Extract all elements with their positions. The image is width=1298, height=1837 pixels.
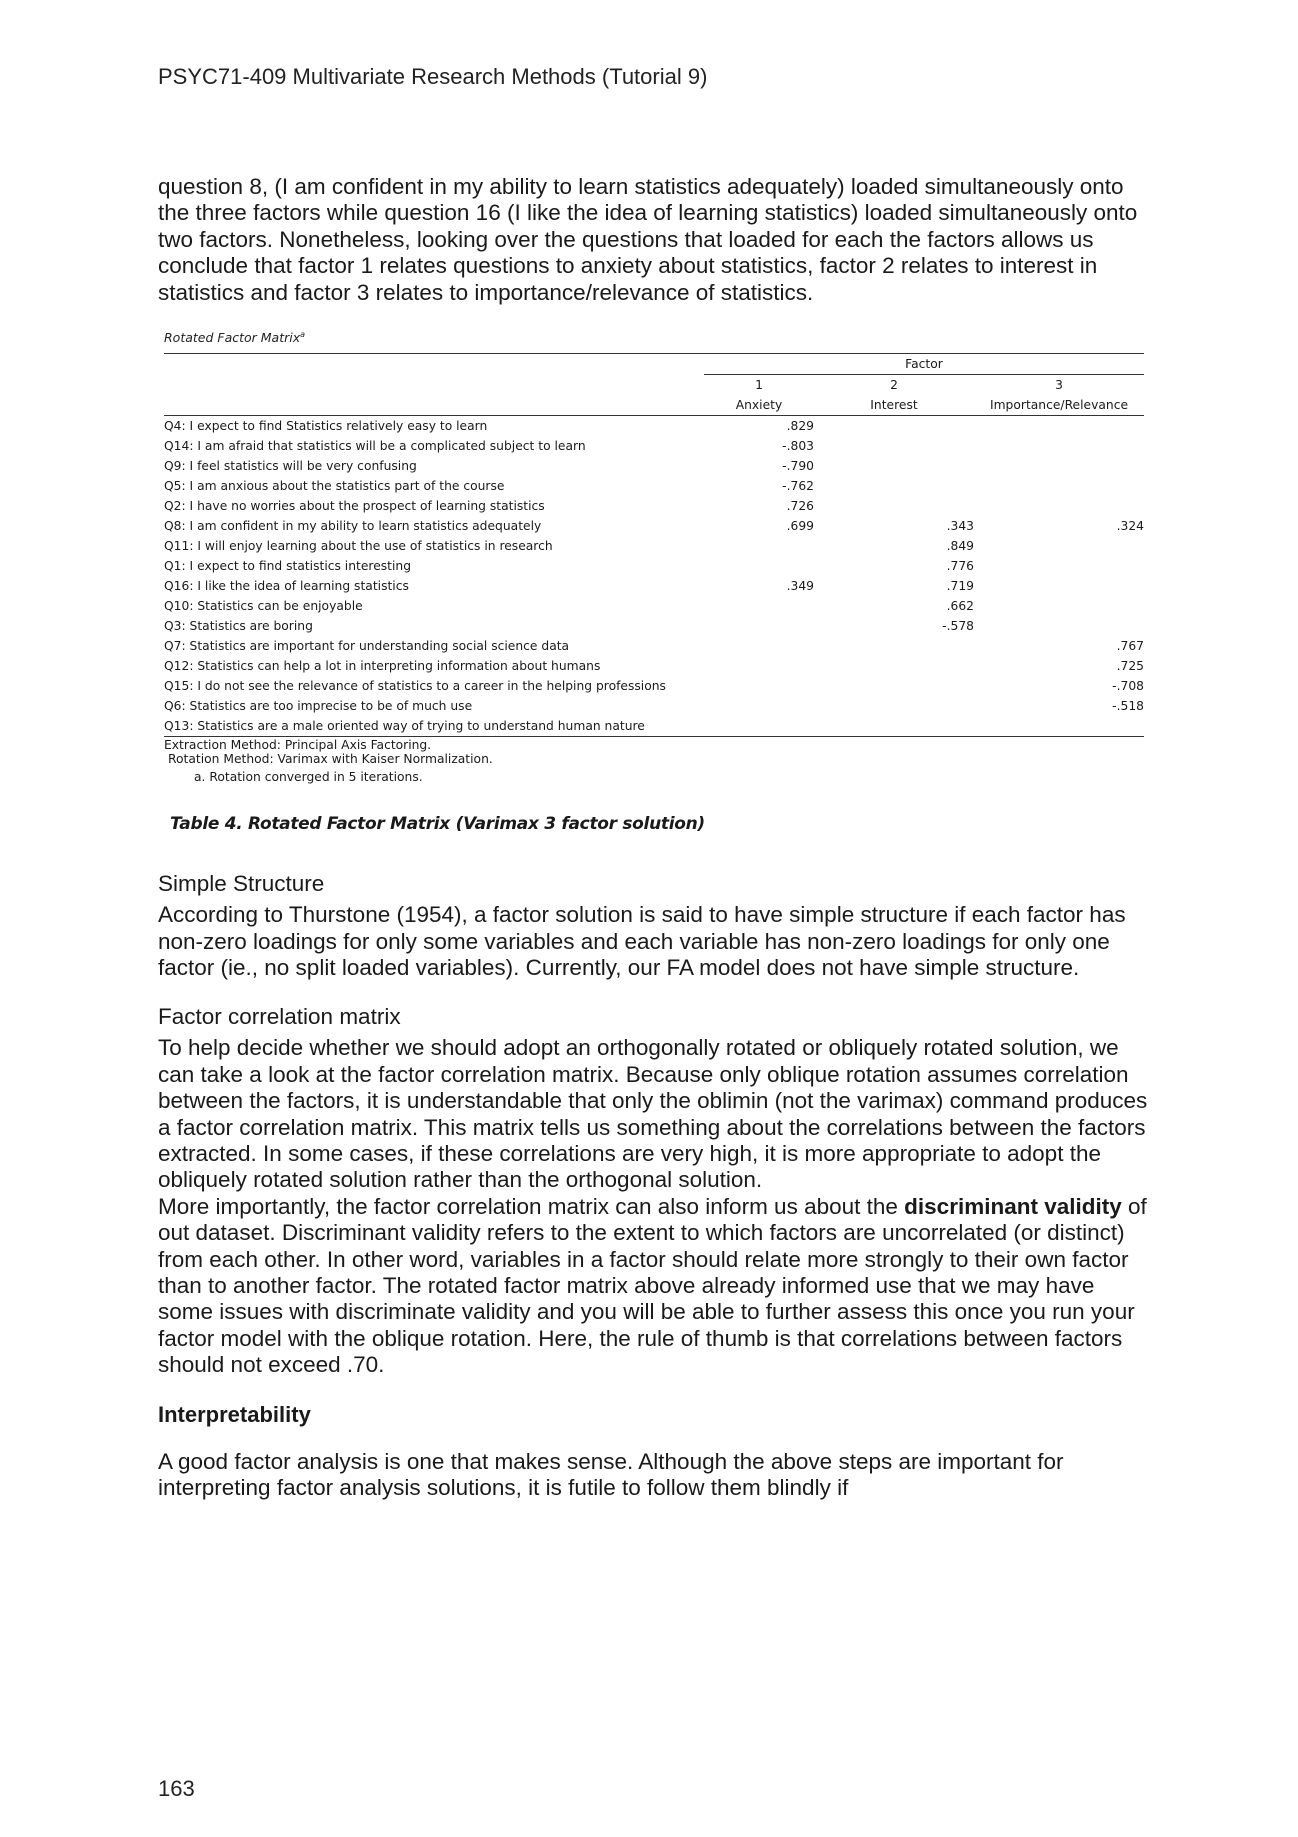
row-label: Q3: Statistics are boring xyxy=(164,619,313,634)
loading-factor-1 xyxy=(704,596,814,616)
rotation-method-note: Rotation Method: Varimax with Kaiser Normalization. xyxy=(168,752,493,767)
row-label: Q12: Statistics can help a lot in interpreting information about humans xyxy=(164,659,601,674)
loading-factor-1: -.790 xyxy=(782,459,814,474)
loading-factor-1: -.803 xyxy=(782,439,814,454)
loading-factor-2 xyxy=(814,416,974,437)
intro-paragraph: question 8, (I am confident in my ability to learn statistics adequately) loaded simultaneously onto the three factors while question 16 (I like the idea of learning statistics) loaded simultaneously onto two factors. Nonetheless, looking over the questions that loaded for each the factors allows us conclude that factor 1 relates questions to anxiety about statistics, factor 2 relates to interest in statistics and factor 3 relates to importance/relevance of statistics. xyxy=(158,174,1138,305)
table-row xyxy=(164,536,1144,556)
table-row xyxy=(164,656,1144,676)
table-row xyxy=(164,496,1144,516)
loading-factor-3: .324 xyxy=(1116,519,1144,534)
row-label: Q15: I do not see the relevance of statistics to a career in the helping professions xyxy=(164,679,666,694)
loading-factor-2: .662 xyxy=(946,599,974,614)
row-label: Q2: I have no worries about the prospect of learning statistics xyxy=(164,499,545,514)
loading-factor-2: -.578 xyxy=(942,619,974,634)
loading-factor-1: .726 xyxy=(786,499,814,514)
row-label: Q16: I like the idea of learning statistics xyxy=(164,579,409,594)
table-row xyxy=(164,596,1144,616)
table-caption: Table 4. Rotated Factor Matrix (Varimax 3 factor solution) xyxy=(170,814,705,835)
row-label: Q7: Statistics are important for understanding social science data xyxy=(164,639,570,654)
row-label: Q13: Statistics are a male oriented way of trying to understand human nature xyxy=(164,716,704,737)
loading-factor-1 xyxy=(704,556,814,576)
loading-factor-3 xyxy=(974,496,1144,516)
row-label: Q8: I am confident in my ability to learn statistics adequately xyxy=(164,519,542,534)
loading-factor-1 xyxy=(704,716,814,737)
loading-factor-1 xyxy=(704,616,814,636)
loading-factor-2 xyxy=(814,696,974,716)
loading-factor-3 xyxy=(974,616,1144,636)
extraction-method-note: Extraction Method: Principal Axis Factoring. xyxy=(164,738,432,753)
column-header-factor-2: 2 Interest xyxy=(814,375,974,416)
factor-correlation-paragraph-2: More importantly, the factor correlation matrix can also inform us about the discriminant validity of out dataset. Discriminant validity refers to the extent to which factors are uncorrelated (or distinct) from each other. In other word, variables in a factor should relate more strongly to their own factor than to another factor. The rotated factor matrix above already informed use that we may have some issues with discriminate validity and you will be able to further assess this once you run your factor model with the oblique rotation. Here, the rule of thumb is that correlations between factors should not exceed .70. xyxy=(158,1193,1147,1378)
table-row xyxy=(164,436,1144,456)
loading-factor-3 xyxy=(974,456,1144,476)
table-title-superscript: a xyxy=(300,330,306,340)
loading-factor-2 xyxy=(814,636,974,656)
loading-factor-1 xyxy=(704,636,814,656)
loading-factor-1: .829 xyxy=(786,419,814,434)
loading-factor-3: -.708 xyxy=(1112,679,1144,694)
row-label: Q11: I will enjoy learning about the use of statistics in research xyxy=(164,539,553,554)
row-label: Q9: I feel statistics will be very confusing xyxy=(164,459,417,474)
column-header-row xyxy=(164,375,1144,416)
table-row xyxy=(164,456,1144,476)
simple-structure-paragraph: According to Thurstone (1954), a factor solution is said to have simple structure if each factor has non-zero loadings for only some variables and each variable has non-zero loadings for only one factor (ie., no split loaded variables). Currently, our FA model does not have simple structure. xyxy=(158,902,1126,980)
loading-factor-1 xyxy=(704,696,814,716)
table-row xyxy=(164,716,1144,737)
loading-factor-2: .776 xyxy=(946,559,974,574)
factor-correlation-paragraph-1: To help decide whether we should adopt an orthogonally rotated or obliquely rotated solution, we can take a look at the factor correlation matrix. Because only oblique rotation assumes correlation between the factors, it is understandable that only the oblimin (not the varimax) command produces a factor correlation matrix. This matrix tells us something about the correlations between the factors extracted. In some cases, if these correlations are very high, it is more appropriate to adopt the obliquely rotated solution rather than the orthogonal solution. xyxy=(158,1035,1148,1193)
loading-factor-2: .719 xyxy=(946,579,974,594)
loading-factor-3: .767 xyxy=(1116,639,1144,654)
loading-factor-3: -.518 xyxy=(1112,699,1144,714)
factor-header-row xyxy=(164,354,1144,375)
loading-factor-2 xyxy=(814,476,974,496)
row-label: Q10: Statistics can be enjoyable xyxy=(164,599,363,614)
table-footnotes xyxy=(164,738,1148,784)
interpretability-paragraph: A good factor analysis is one that makes sense. Although the above steps are important for interpreting factor analysis solutions, it is futile to follow them blindly if xyxy=(158,1448,1064,1501)
discriminant-validity-term: discriminant validity xyxy=(904,1193,1122,1219)
loading-factor-3 xyxy=(974,556,1144,576)
loading-factor-1: .349 xyxy=(786,579,814,594)
table-row xyxy=(164,416,1144,437)
page-number: 163 xyxy=(158,1776,195,1801)
loading-factor-3 xyxy=(974,596,1144,616)
loading-factor-1 xyxy=(704,536,814,556)
loading-factor-2: .849 xyxy=(946,539,974,554)
loading-factor-2 xyxy=(814,656,974,676)
loading-factor-3 xyxy=(974,716,1144,737)
interpretability-heading: Interpretability xyxy=(158,1401,311,1427)
row-label: Q1: I expect to find statistics interesting xyxy=(164,559,412,574)
rotated-factor-matrix xyxy=(164,353,1144,737)
table-row xyxy=(164,676,1144,696)
convergence-note: a. Rotation converged in 5 iterations. xyxy=(194,770,423,785)
row-label: Q5: I am anxious about the statistics part of the course xyxy=(164,479,505,494)
running-header: PSYC71-409 Multivariate Research Methods (Tutorial 9) xyxy=(158,64,708,89)
row-label: Q14: I am afraid that statistics will be a complicated subject to learn xyxy=(164,439,586,454)
table-row xyxy=(164,556,1144,576)
factor-title: Factor xyxy=(704,354,1144,375)
table-row xyxy=(164,696,1144,716)
loading-factor-1: .699 xyxy=(786,519,814,534)
loading-factor-3: .725 xyxy=(1116,659,1144,674)
table-row xyxy=(164,636,1144,656)
loading-factor-2 xyxy=(814,496,974,516)
table-title: Rotated Factor Matrix$^a$ xyxy=(164,330,306,346)
loading-factor-2 xyxy=(814,676,974,696)
table-row xyxy=(164,616,1144,636)
table-row xyxy=(164,516,1144,536)
loading-factor-3 xyxy=(974,536,1144,556)
loading-factor-3 xyxy=(974,476,1144,496)
rotated-factor-matrix-block xyxy=(164,330,1148,834)
table-row xyxy=(164,576,1144,596)
page-content xyxy=(158,174,1148,1502)
column-header-factor-3: 3 Importance/Relevance xyxy=(974,375,1144,416)
loading-factor-1: -.762 xyxy=(782,479,814,494)
loading-factor-1 xyxy=(704,676,814,696)
loading-factor-2 xyxy=(814,716,974,737)
table-row xyxy=(164,476,1144,496)
column-header-factor-1: 1 Anxiety xyxy=(704,375,814,416)
loading-factor-1 xyxy=(704,656,814,676)
loading-factor-3 xyxy=(974,436,1144,456)
row-label: Q6: Statistics are too imprecise to be of much use xyxy=(164,699,473,714)
loading-factor-3 xyxy=(974,416,1144,437)
factor-matrix-body xyxy=(164,416,1144,737)
simple-structure-heading: Simple Structure xyxy=(158,871,325,897)
row-label: Q4: I expect to find Statistics relatively easy to learn xyxy=(164,419,488,434)
loading-factor-2: .343 xyxy=(946,519,974,534)
factor-correlation-heading: Factor correlation matrix xyxy=(158,1004,401,1030)
loading-factor-3 xyxy=(974,576,1144,596)
loading-factor-2 xyxy=(814,436,974,456)
loading-factor-2 xyxy=(814,456,974,476)
